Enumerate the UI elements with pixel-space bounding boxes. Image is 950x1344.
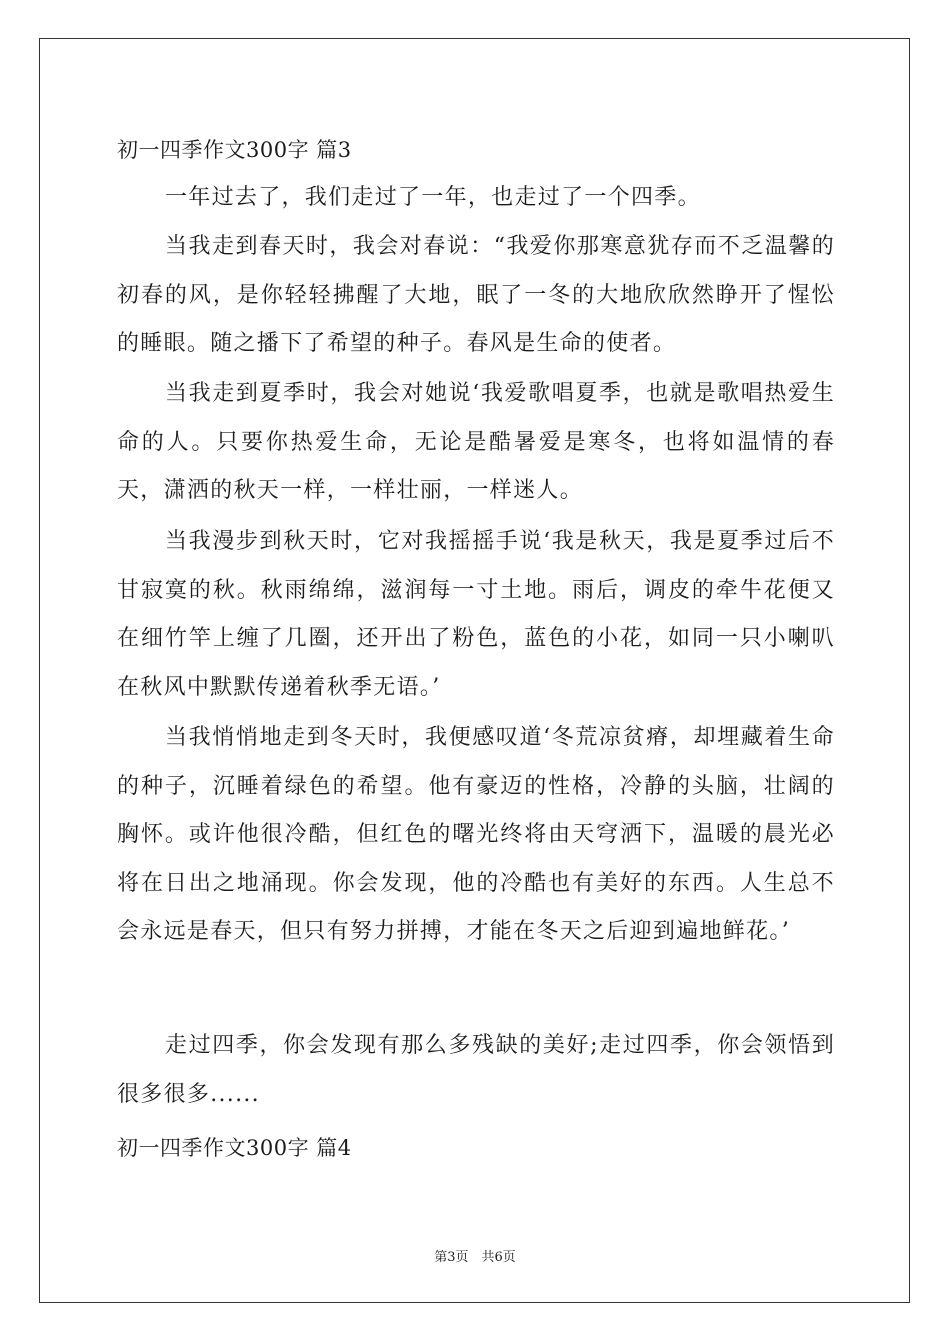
- section-heading-3: 初一四季作文300字 篇3: [117, 138, 352, 162]
- paragraph-2-spring: 当我走到春天时，我会对春说：“我爱你那寒意犹存而不乏温馨的初春的风，是你轻轻拂醒了大地，眠了一冬的大地欣欣然睁开了惺忪的睡眼。随之播下了希望的种子。春风是生命的使者。: [117, 234, 835, 357]
- section-heading-4: 初一四季作文300字 篇4: [117, 1136, 352, 1160]
- paragraph-6-conclusion: 走过四季，你会发现有那么多残缺的美好;走过四季，你会领悟到很多很多......: [117, 1033, 835, 1107]
- paragraph-1: 一年过去了，我们走过了一年，也走过了一个四季。: [165, 185, 701, 210]
- page-number-footer: 第3页 共6页: [434, 1250, 516, 1265]
- paragraph-4-autumn: 当我漫步到秋天时，它对我摇摇手说‘我是秋天，我是夏季过后不甘寂寞的秋。秋雨绵绵，滋润每一寸土地。雨后，调皮的牵牛花便又在细竹竿上缠了几圈，还开出了粉色，蓝色的小花，如同一只小喇叭在秋风中默默传递着秋季无语。’: [117, 529, 835, 700]
- paragraph-3-summer: 当我走到夏季时，我会对她说‘我爱歌唱夏季，也就是歌唱热爱生命的人。只要你热爱生命，无论是酷暑爱是寒冬，也将如温情的春天，潇洒的秋天一样，一样壮丽，一样迷人。: [117, 381, 835, 504]
- paragraph-5-winter: 当我悄悄地走到冬天时，我便感叹道‘冬荒凉贫瘠，却埋藏着生命的种子，沉睡着绿色的希望。他有豪迈的性格，冷静的头脑，壮阔的胸怀。或许他很冷酷，但红色的曙光终将由天穹洒下，温暖的晨光必将在日出之地涌现。你会发现，他的冷酷也有美好的东西。人生总不会永远是春天，但只有努力拼搏，才能在冬天之后迎到遍地鲜花。’: [117, 725, 835, 945]
